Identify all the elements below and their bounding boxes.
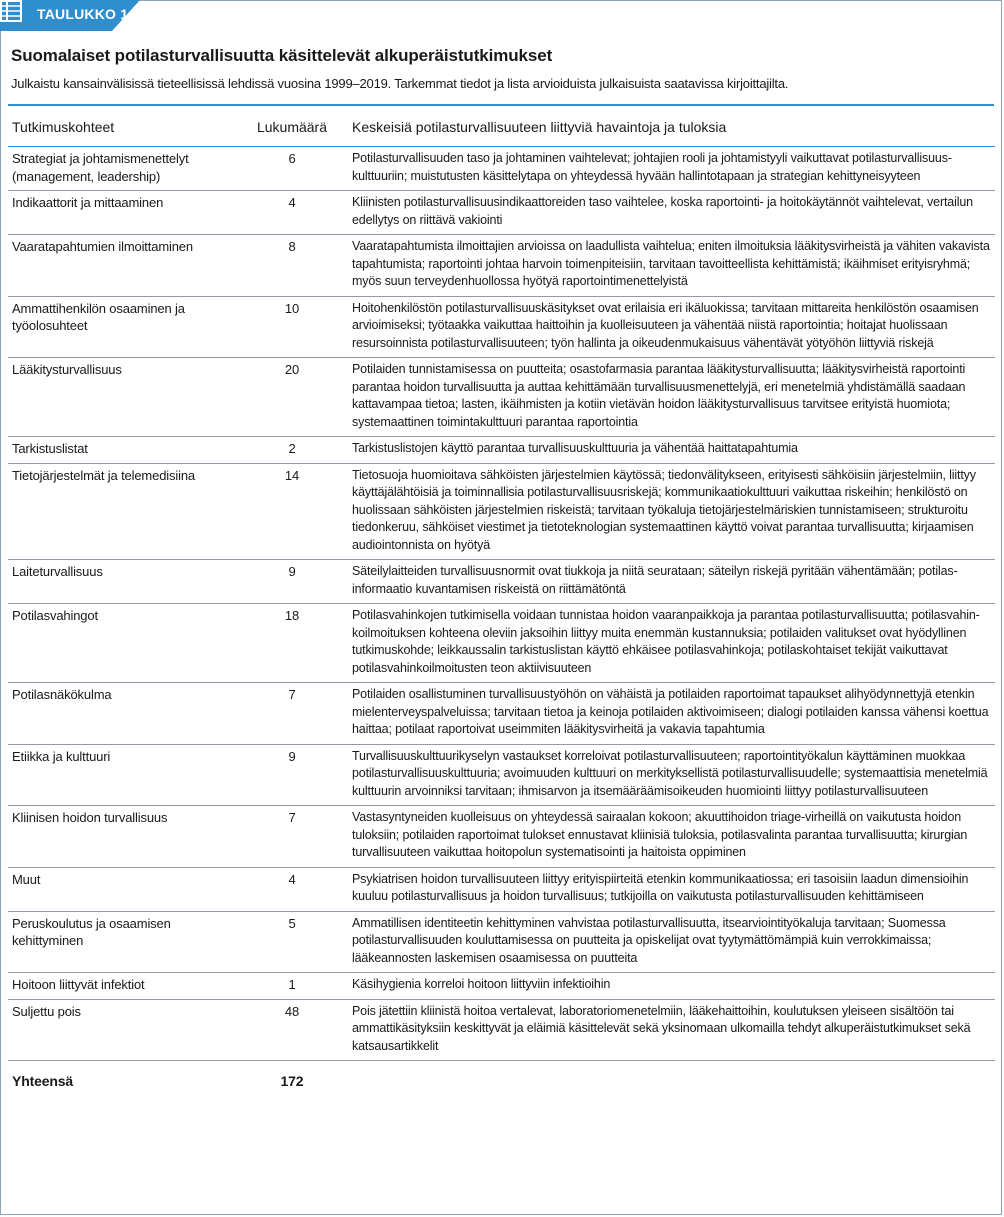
table-row <box>8 973 995 1000</box>
total-empty <box>348 1061 995 1096</box>
row-topic: Lääkitysturvallisuus <box>8 358 236 437</box>
row-findings: Pois jätettiin kliinistä hoitoa vertalevat, laboratoriomenetelmiin, lääkehaittoihin, koulutuksen yleiseen sisältöön tai ammattikäsityksiin keskittyvät ja eläimiä käsittelevät sekä yksinomaan ulkomailla tehdyt alkuperäistutkimukset sekä katsausartikkelit <box>348 999 995 1061</box>
header-rule <box>8 104 994 106</box>
row-topic: Tarkistuslistat <box>8 437 236 464</box>
table-row <box>8 147 995 191</box>
row-findings: Hoitohenkilöstön potilasturvallisuuskäsitykset ovat erilaisia eri ikäluokissa; tarvitaan mittareita henkilöstön osaamisen arvioimiseksi; työtaakka vaikuttaa haittoihin ja kuolleisuuteen ja vähentää niistä raportointia; hoitajat huolissaan resursoinnista potilasturvallisuuteen; työn hallinta ja oikeudenmukaisuus vähentävät yötyöhön liittyviä riskejä <box>348 296 995 358</box>
row-topic: Potilasvahingot <box>8 604 236 683</box>
studies-table <box>8 113 995 1096</box>
table-row <box>8 911 995 973</box>
table-row <box>8 463 995 560</box>
row-findings: Vastasyntyneiden kuolleisuus on yhteydessä sairaalan kokoon; akuuttihoidon triage-virheillä on vaikutusta hoidon tuloksiin; potilaiden raportoimat tulokset ennustavat kliinisiä tuloksia, potilasvalinta parantaa turvallisuutta; kirurgian turvallisuuteen vaikuttaa hoitopolun systematisointi ja haitoista oppiminen <box>348 806 995 868</box>
row-findings: Ammatillisen identiteetin kehittyminen vahvistaa potilasturvallisuutta, itsearviointityökaluja tarvitaan; Suomessa potilasturvallisuuden kouluttamisessa on puutteita ja opiskelijat ovat tyytymättömämpiä kuin verrokkimaissa; lääkeannosten laskemisen osaamisessa on puutteita <box>348 911 995 973</box>
row-count: 5 <box>236 911 348 973</box>
row-count: 7 <box>236 806 348 868</box>
row-count: 4 <box>236 191 348 235</box>
row-findings: Säteilylaitteiden turvallisuusnormit ovat tiukkoja ja niitä seurataan; säteilyn riskejä pyritään vähentämään; potilasinformaatio kuvantamisen riskeistä on riittämätöntä <box>348 560 995 604</box>
table-header-row <box>8 113 995 147</box>
table-row <box>8 867 995 911</box>
row-findings: Turvallisuuskulttuurikyselyn vastaukset korreloivat potilasturvallisuuteen; raportointityökalun käyttäminen muokkaa potilasturvallisuuskulttuuria; avoimuuden kulttuuri on merkityksellistä potilasturvallisuudelle; systemaattisia menetelmiä kulttuurin arvoinniksi tarvitaan; ihmisarvon ja itsemääräämisoikeuden huomiointi liittyy potilasturvallisuuteen <box>348 744 995 806</box>
row-findings: Vaaratapahtumista ilmoittajien arvioissa on laadullista vaihtelua; eniten ilmoituksia lääkitysvirheistä ja vähiten vakavista tapahtumista; raportointi johtaa harvoin toimenpiteisiin, tarvitaan tavoitteellista kehittämistä; ikäihmiset erityisryhmä; myös suun terveydenhuollossa hyötyä raportointimenettelyistä <box>348 235 995 297</box>
row-count: 18 <box>236 604 348 683</box>
header-count: Lukumäärä <box>236 113 348 147</box>
row-count: 48 <box>236 999 348 1061</box>
row-findings: Tietosuoja huomioitava sähköisten järjestelmien käytössä; tiedonvälitykseen, erityisesti sähköisiin järjestelmiin, liittyy käyttäjälähtöisiä ja toiminnallisia potilasturvallisuusriskejä; kommunikaatiokulttuuri vaikuttaa riskeihin; henkilöstö on huolissaan sähköisten järjestelmien riskeistä; tarvitaan työkaluja tietojärjestelmäriskien tunnistamiseen; strukturoitu tiedonkeruu, sähköiset viestimet ja tietoteknologian systemaattinen käyttö voivat parantaa turvallisuutta; kirjaamisen audiointonnista on hyötyä <box>348 463 995 560</box>
row-count: 7 <box>236 683 348 745</box>
table-subtitle: Julkaistu kansainvälisissä tieteellisissä lehdissä vuosina 1999–2019. Tarkemmat tiedot ja lista arvioiduista julkaisuista saatavissa kirjoittajilta. <box>11 76 789 91</box>
row-count: 4 <box>236 867 348 911</box>
row-count: 6 <box>236 147 348 191</box>
row-findings: Tarkistuslistojen käyttö parantaa turvallisuuskulttuuria ja vähentää haittatapahtumia <box>348 437 995 464</box>
row-count: 9 <box>236 744 348 806</box>
row-count: 14 <box>236 463 348 560</box>
row-findings: Kliinisten potilasturvallisuusindikaattoreiden taso vaihtelee, koska raportointi- ja hoitokäytännöt vaihtelevat, vertailun edellytys on riittävä vakiointi <box>348 191 995 235</box>
row-findings: Potilasvahinkojen tutkimisella voidaan tunnistaa hoidon vaaranpaikkoja ja parantaa potilasturvallisuutta; potilasvahinkoilmoituksen kohteena oleviin jaksoihin liittyy muita enemmän kustannuksia; potilaiden valitukset ovat hyödyllinen tutkimuskohde; leikkaussalin tarkistuslistan käyttö ehkäisee potilasvahinkoja; potilaskohtaiset tekijät vaikuttavat potilasvahinkoilmoitusten teon aktiivisuuteen <box>348 604 995 683</box>
total-label: Yhteensä <box>12 1073 74 1089</box>
row-findings: Potilaiden osallistuminen turvallisuustyöhön on vähäistä ja potilaiden raportoimat tapaukset alihyödynnettyjä etenkin mielenterveyspalveluissa; tarvitaan tietoa ja keinoja potilaiden aktivoimiseen; dialogi potilaiden kanssa vähensi koettua haittaa; potilaat raportoivat useimmiten lääkitysvirheitä ja vakavia tapahtumia <box>348 683 995 745</box>
table-row <box>8 744 995 806</box>
row-topic: Suljettu pois <box>8 999 236 1061</box>
total-count: 172 <box>280 1073 304 1089</box>
header-topics: Tutkimuskohteet <box>8 113 236 147</box>
header-findings: Keskeisiä potilasturvallisuuteen liittyviä havaintoja ja tuloksia <box>348 113 995 147</box>
row-topic: Indikaattorit ja mittaaminen <box>8 191 236 235</box>
row-topic: Vaaratapahtumien ilmoittaminen <box>8 235 236 297</box>
row-topic: Etiikka ja kulttuuri <box>8 744 236 806</box>
row-count: 10 <box>236 296 348 358</box>
row-count: 2 <box>236 437 348 464</box>
table-tab <box>0 0 140 31</box>
tab-label: TAULUKKO 1. <box>37 6 133 22</box>
total-row <box>8 1061 995 1096</box>
row-topic: Ammattihenkilön osaaminen ja työolosuhteet <box>8 296 236 358</box>
table-row <box>8 604 995 683</box>
row-findings: Psykiatrisen hoidon turvallisuuteen liittyy erityispiirteitä etenkin kommunikaatiossa; eri tasoisiin laadun dimensioihin kuuluu potilasturvallisuus ja hoidon turvallisuus; tutkijoilla on vaikutusta potilasturvallisuuden kehittämiseen <box>348 867 995 911</box>
row-topic: Tietojärjestelmät ja telemedisiina <box>8 463 236 560</box>
table-row <box>8 358 995 437</box>
table-row <box>8 191 995 235</box>
row-topic: Laiteturvallisuus <box>8 560 236 604</box>
table-row <box>8 999 995 1061</box>
table-row <box>8 235 995 297</box>
table-row <box>8 437 995 464</box>
row-count: 1 <box>236 973 348 1000</box>
row-findings: Potilasturvallisuuden taso ja johtaminen vaihtelevat; johtajien rooli ja johtamistyyli vaikuttavat potilasturvallisuuskulttuuriin; muistutusten käsittelytapa on yhteydessä hyvään hallintotapaan ja strategian kehittyneisyyteen <box>348 147 995 191</box>
table-row <box>8 806 995 868</box>
row-topic: Kliinisen hoidon turvallisuus <box>8 806 236 868</box>
row-count: 8 <box>236 235 348 297</box>
row-topic: Potilasnäkökulma <box>8 683 236 745</box>
row-topic: Muut <box>8 867 236 911</box>
row-count: 20 <box>236 358 348 437</box>
table-title: Suomalaiset potilasturvallisuutta käsittelevät alkuperäistutkimukset <box>11 46 553 65</box>
row-topic: Strategiat ja johtamismenettelyt (management, leadership) <box>8 147 236 191</box>
row-count: 9 <box>236 560 348 604</box>
table-row <box>8 296 995 358</box>
row-topic: Peruskoulutus ja osaamisen kehittyminen <box>8 911 236 973</box>
row-findings: Käsihygienia korreloi hoitoon liittyviin infektioihin <box>348 973 995 1000</box>
table-row <box>8 683 995 745</box>
row-findings: Potilaiden tunnistamisessa on puutteita; osastofarmasia parantaa lääkitysturvallisuutta; lääkitysvirheistä raportointi parantaa hoidon turvallisuutta ja auttaa kehittämään turvallisuusmenettelyjä, eri menetelmiä yhdistämällä saadaan kattavampaa tietoa; lasten, ikäihmisten ja kotiin vietävän hoidon lääkitysturvallisuus tarvitsee erityistä huomiota; systemaattinen toimintakulttuuri parantaa raportointia <box>348 358 995 437</box>
row-topic: Hoitoon liittyvät infektiot <box>8 973 236 1000</box>
table-list-icon <box>0 0 22 22</box>
table-row <box>8 560 995 604</box>
